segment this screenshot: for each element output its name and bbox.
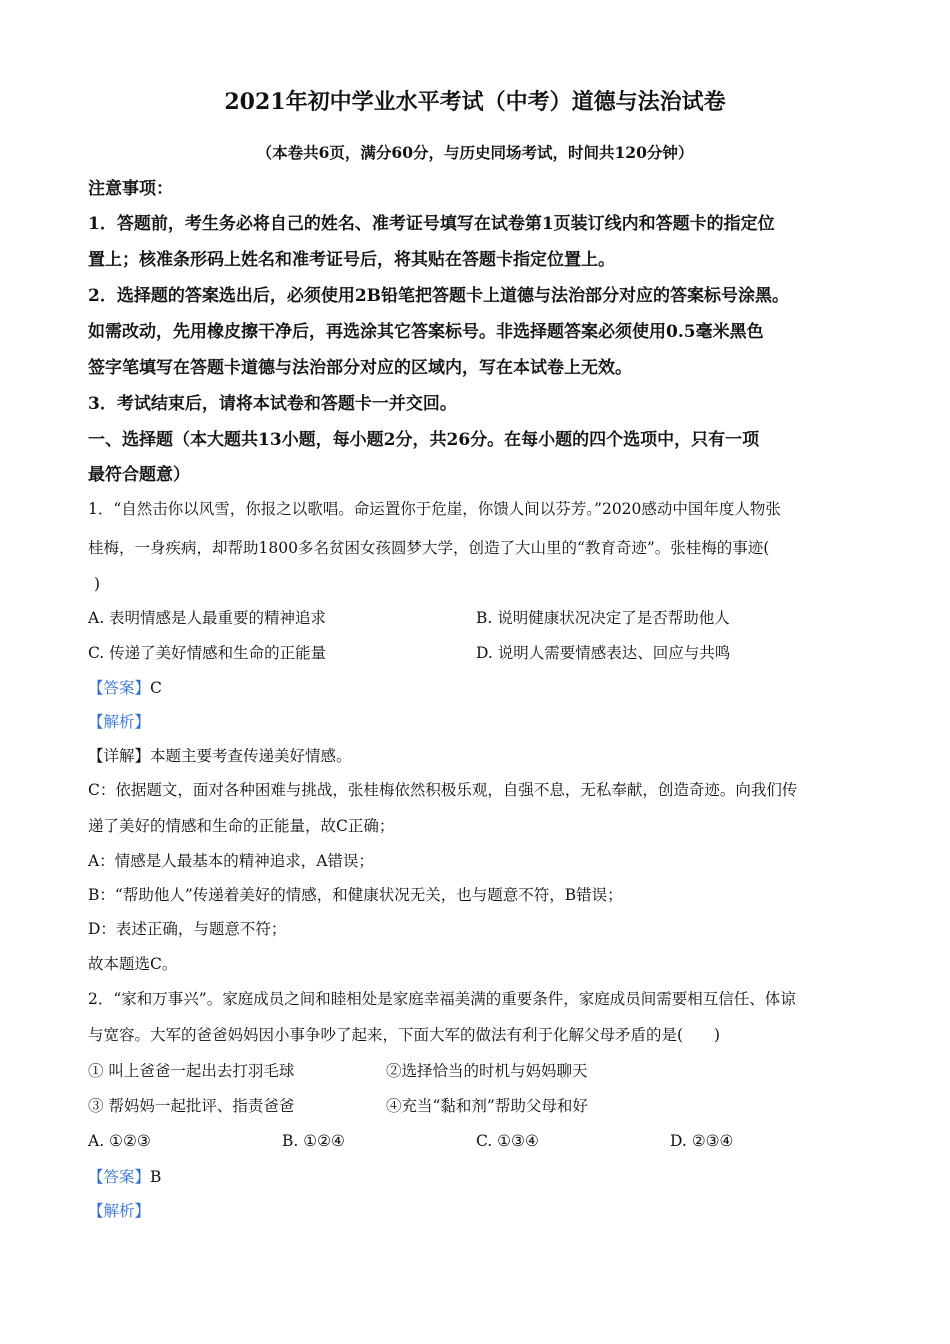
q2-option-a: A. ①②③ [88, 1132, 151, 1150]
q1-explain-line: 故本题选C。 [88, 955, 178, 973]
notice-heading: 注意事项： [88, 179, 173, 199]
q2-item-3: ③ 帮妈妈一起批评、指责爸爸 [88, 1097, 295, 1115]
q1-option-c: C. 传递了美好情感和生命的正能量 [88, 644, 327, 662]
q2-item-1: ① 叫上爸爸一起出去打羽毛球 [88, 1062, 295, 1080]
section-heading: 一、选择题（本大题共13小题，每小题2分，共26分。在每小题的四个选项中，只有一项 [88, 430, 760, 450]
question-2-stem: 2．“家和万事兴”。家庭成员之间和睦相处是家庭幸福美满的重要条件，家庭成员间需要相互信任、体谅 [88, 990, 796, 1008]
q2-answer: B [150, 1168, 162, 1186]
q2-option-c: C. ①③④ [476, 1132, 539, 1150]
q2-analysis-tag: 【解析】 [88, 1202, 151, 1220]
q1-explain-line: A：情感是人最基本的精神追求，A错误； [88, 852, 374, 870]
q2-item-4: ④充当“黏和剂”帮助父母和好 [386, 1097, 588, 1115]
question-1-stem: 桂梅，一身疾病，却帮助1800多名贫困女孩圆梦大学，创造了大山里的“教育奇迹”。张桂梅的事迹( [88, 539, 770, 557]
notice-line: 1．答题前，考生务必将自己的姓名、准考证号填写在试卷第1页装订线内和答题卡的指定位 [88, 214, 775, 234]
q1-answer: C [150, 679, 162, 697]
q2-option-d: D. ②③④ [670, 1132, 734, 1150]
q1-detail: 本题主要考查传递美好情感。 [150, 747, 352, 765]
q1-option-d: D. 说明人需要情感表达、回应与共鸣 [476, 644, 731, 662]
notice-line: 置上；核准条形码上姓名和准考证号后，将其贴在答题卡指定位置上。 [88, 250, 615, 270]
notice-line: 签字笔填写在答题卡道德与法治部分对应的区域内，写在本试卷上无效。 [88, 358, 632, 378]
page-title: 2021年初中学业水平考试（中考）道德与法治试卷 [224, 89, 726, 115]
notice-line: 2．选择题的答案选出后，必须使用2B铅笔把答题卡上道德与法治部分对应的答案标号涂黑。 [88, 286, 790, 306]
q2-item-2: ②选择恰当的时机与妈妈聊天 [386, 1062, 588, 1080]
q1-answer-line [88, 675, 162, 701]
q1-option-b: B. 说明健康状况决定了是否帮助他人 [476, 609, 730, 627]
answer-tag: 【答案】 [88, 1168, 151, 1186]
section-heading: 最符合题意） [88, 465, 190, 485]
q2-answer-line [88, 1164, 161, 1190]
q1-explain-line: C：依据题文，面对各种困难与挑战，张桂梅依然积极乐观，自强不息，无私奉献，创造奇迹。向我们传 [88, 781, 798, 799]
q1-explain-line: B：“帮助他人”传递着美好的情感，和健康状况无关，也与题意不符，B错误； [88, 886, 623, 904]
q1-analysis-tag: 【解析】 [88, 713, 151, 731]
detail-tag: 【详解】 [88, 747, 151, 765]
q2-option-b: B. ①②④ [282, 1132, 345, 1150]
question-2-stem: 与宽容。大军的爸爸妈妈因小事争吵了起来，下面大军的做法有利于化解父母矛盾的是( ) [88, 1026, 721, 1044]
page-subtitle: （本卷共6页，满分60分，与历史同场考试，时间共120分钟） [256, 143, 694, 162]
q1-explain-line: D：表述正确，与题意不符； [88, 920, 287, 938]
q1-option-a: A. 表明情感是人最重要的精神追求 [88, 609, 327, 627]
notice-line: 3．考试结束后，请将本试卷和答题卡一并交回。 [88, 394, 457, 414]
q1-explain-line: 递了美好的情感和生命的正能量，故C正确； [88, 817, 395, 835]
question-1-stem: ) [94, 575, 101, 593]
question-1-stem: 1．“自然击你以风雪，你报之以歌唱。命运置你于危崖，你馈人间以芬芳。”2020感动中国年度人物张 [88, 500, 781, 518]
q1-detail-line [88, 743, 352, 769]
answer-tag: 【答案】 [88, 679, 151, 697]
notice-line: 如需改动，先用橡皮擦干净后，再选涂其它答案标号。非选择题答案必须使用0.5毫米黑色 [88, 322, 764, 342]
